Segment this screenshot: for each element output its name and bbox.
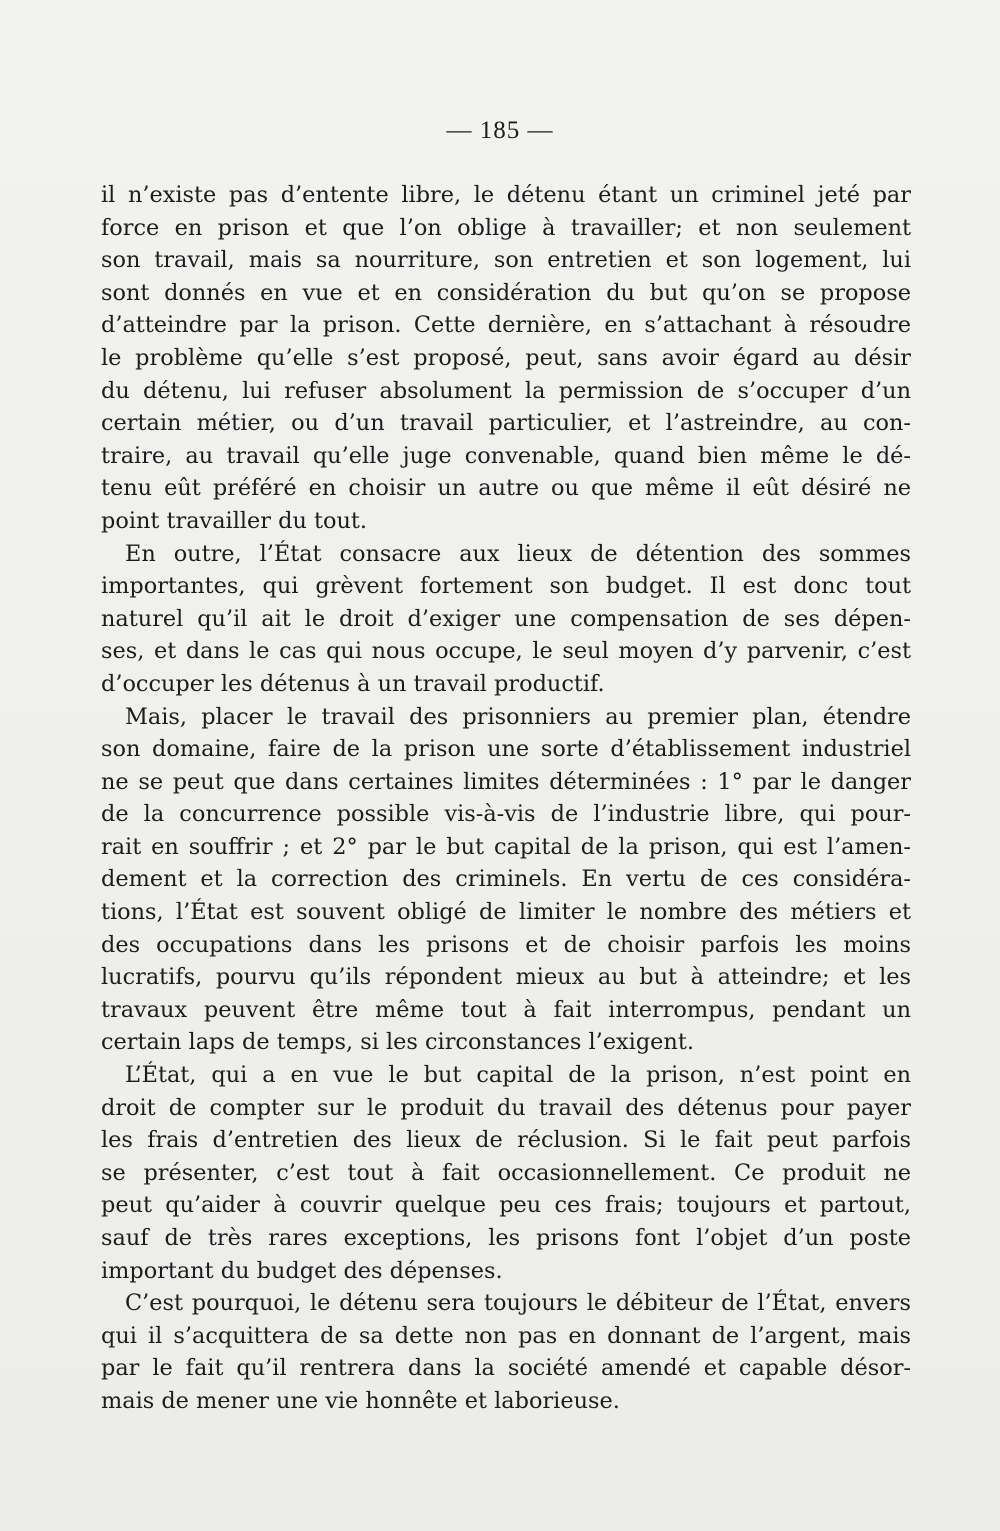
text-line: peut qu’aider à couvrir quelque peu ces frais; toujours et partout,: [101, 1192, 911, 1219]
text-line: du détenu, lui refuser absolument la permission de s’occuper d’un: [101, 377, 911, 404]
text-line: Mais, placer le travail des prisonniers au premier plan, étendre: [125, 703, 911, 730]
text-line: En outre, l’État consacre aux lieux de détention des sommes: [125, 540, 911, 567]
text-line: naturel qu’il ait le droit d’exiger une compensation de ses dépen-: [101, 605, 911, 632]
body-text: [101, 179, 911, 1418]
text-line: dement et la correction des criminels. En vertu de ces considéra-: [101, 866, 911, 893]
text-line: qui il s’acquittera de sa dette non pas en donnant de l’argent, mais: [101, 1322, 911, 1349]
text-line: se présenter, c’est tout à fait occasionnellement. Ce produit ne: [101, 1159, 911, 1186]
text-line: sont donnés en vue et en considération du but qu’on se propose: [101, 279, 911, 306]
text-line: des occupations dans les prisons et de choisir parfois les moins: [101, 931, 911, 958]
text-line: force en prison et que l’on oblige à travailler; et non seulement: [101, 214, 911, 241]
text-line: il n’existe pas d’entente libre, le détenu étant un criminel jeté par: [101, 182, 911, 208]
text-line: lucratifs, pourvu qu’ils répondent mieux au but à atteindre; et les: [101, 964, 911, 991]
text-line: droit de compter sur le produit du travail des détenus pour payer: [101, 1094, 911, 1121]
text-line: le problème qu’elle s’est proposé, peut, sans avoir égard au désir: [101, 344, 911, 371]
text-line: d’occuper les détenus à un travail productif.: [101, 670, 605, 697]
text-line: certain laps de temps, si les circonstances l’exigent.: [101, 1029, 694, 1056]
text-line: importantes, qui grèvent fortement son budget. Il est donc tout: [101, 573, 911, 600]
text-line: C’est pourquoi, le détenu sera toujours le débiteur de l’État, envers: [125, 1290, 911, 1317]
text-line: rait en souffrir ; et 2° par le but capital de la prison, qui est l’amen-: [101, 833, 911, 860]
text-line: ses, et dans le cas qui nous occupe, le seul moyen d’y parvenir, c’est: [101, 638, 911, 665]
text-line: les frais d’entretien des lieux de réclusion. Si le fait peut parfois: [101, 1127, 911, 1154]
text-line: son travail, mais sa nourriture, son entretien et son logement, lui: [101, 247, 911, 274]
text-line: ne se peut que dans certaines limites déterminées : 1° par le danger: [101, 768, 911, 795]
text-line: important du budget des dépenses.: [101, 1257, 503, 1284]
text-line: mais de mener une vie honnête et laborieuse.: [101, 1387, 620, 1414]
text-line: sauf de très rares exceptions, les prisons font l’objet d’un poste: [101, 1225, 911, 1251]
text-line: travaux peuvent être même tout à fait interrompus, pendant un: [101, 996, 911, 1023]
page-number: — 185 —: [446, 117, 554, 144]
text-line: certain métier, ou d’un travail particulier, et l’astreindre, au con-: [101, 410, 911, 437]
text-line: traire, au travail qu’elle juge convenable, quand bien même le dé-: [101, 442, 911, 469]
text-line: par le fait qu’il rentrera dans la société amendé et capable désor-: [101, 1355, 911, 1382]
text-line: L’État, qui a en vue le but capital de la prison, n’est point en: [125, 1062, 911, 1089]
text-line: de la concurrence possible vis-à-vis de l’industrie libre, qui pour-: [101, 801, 911, 828]
text-line: son domaine, faire de la prison une sorte d’établissement industriel: [101, 736, 911, 763]
text-line: tions, l’État est souvent obligé de limiter le nombre des métiers et: [101, 899, 911, 926]
text-line: tenu eût préféré en choisir un autre ou que même il eût désiré ne: [101, 475, 911, 502]
text-line: point travailler du tout.: [101, 507, 367, 534]
text-line: d’atteindre par la prison. Cette dernière, en s’attachant à résoudre: [101, 312, 911, 339]
